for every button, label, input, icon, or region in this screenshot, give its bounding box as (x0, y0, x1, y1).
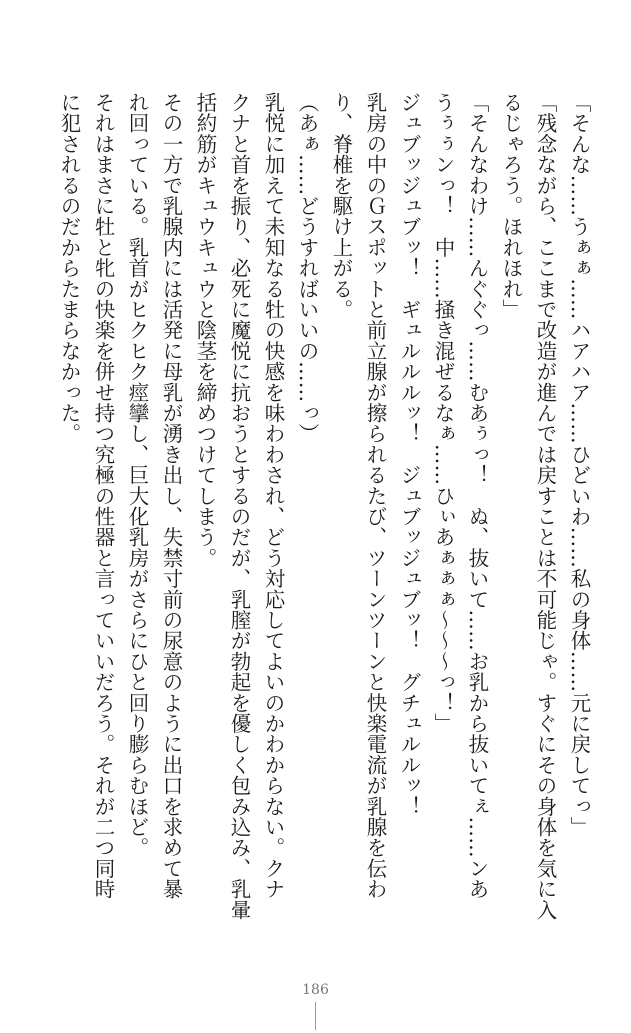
text-line: るじゃろう。ほれほれ」 (499, 92, 523, 320)
page-number-rule (315, 1002, 316, 1030)
text-line: 乳悦に加えて未知なる牡の快感を味わわされ、どう対応してよいのかわからない。クナ (261, 92, 285, 900)
text-line: 「残念ながら、ここまで改造が進んでは戻すことは不可能じゃ。すぐにその身体を気に入 (533, 92, 557, 920)
text-line: それはまさに牡と牝の快楽を併せ持つ究極の性器と言っていいだろう。それが二つ同時 (91, 92, 115, 900)
text-line: 「そんな……うぁぁ……ハアハア……ひどいわ……私の身体……元に戻してっ」 (567, 92, 591, 838)
text-line: クナと首を振り、必死に魔悦に抗おうとするのだが、乳膣が勃起を優しく包み込み、乳暈 (227, 92, 251, 920)
text-line: に犯されるのだからたまらなかった。 (57, 92, 81, 444)
text-line: 乳房の中のＧスポットと前立腺が擦られるたび、ツーンツーンと快楽電流が乳腺を伝わ (363, 92, 387, 900)
page-number: 186 (302, 982, 329, 998)
text-line: 「そんなわけ……んぐぐっ……むあぅっ！ ぬ、抜いて……お乳から抜いてぇ……ンあ (465, 92, 489, 900)
text-line: （あぁ……どうすればいいの……っ） (295, 92, 319, 444)
vertical-text-block (26, 92, 596, 952)
text-line: り、脊椎を駆け上がる。 (329, 92, 353, 320)
text-line: ジュブッジュブッ！ ギュルルルッ！ ジュブッジュブッ！ グチュルルッ！ (397, 92, 421, 817)
text-line: 括約筋がキュウキュウと陰茎を締めつけてしまう。 (193, 92, 217, 569)
text-line: うぅぅンっ！ 中……掻き混ぜるなぁ……ひぃあぁぁぁ〜〜〜っ！」 (431, 92, 455, 734)
text-line: れ回っている。乳首がヒクヒク痙攣し、巨大化乳房がさらにひと回り膨らむほど。 (125, 92, 149, 858)
text-line: その一方で乳腺内には活発に母乳が湧き出し、失禁寸前の尿意のように出口を求めて暴 (159, 92, 183, 900)
